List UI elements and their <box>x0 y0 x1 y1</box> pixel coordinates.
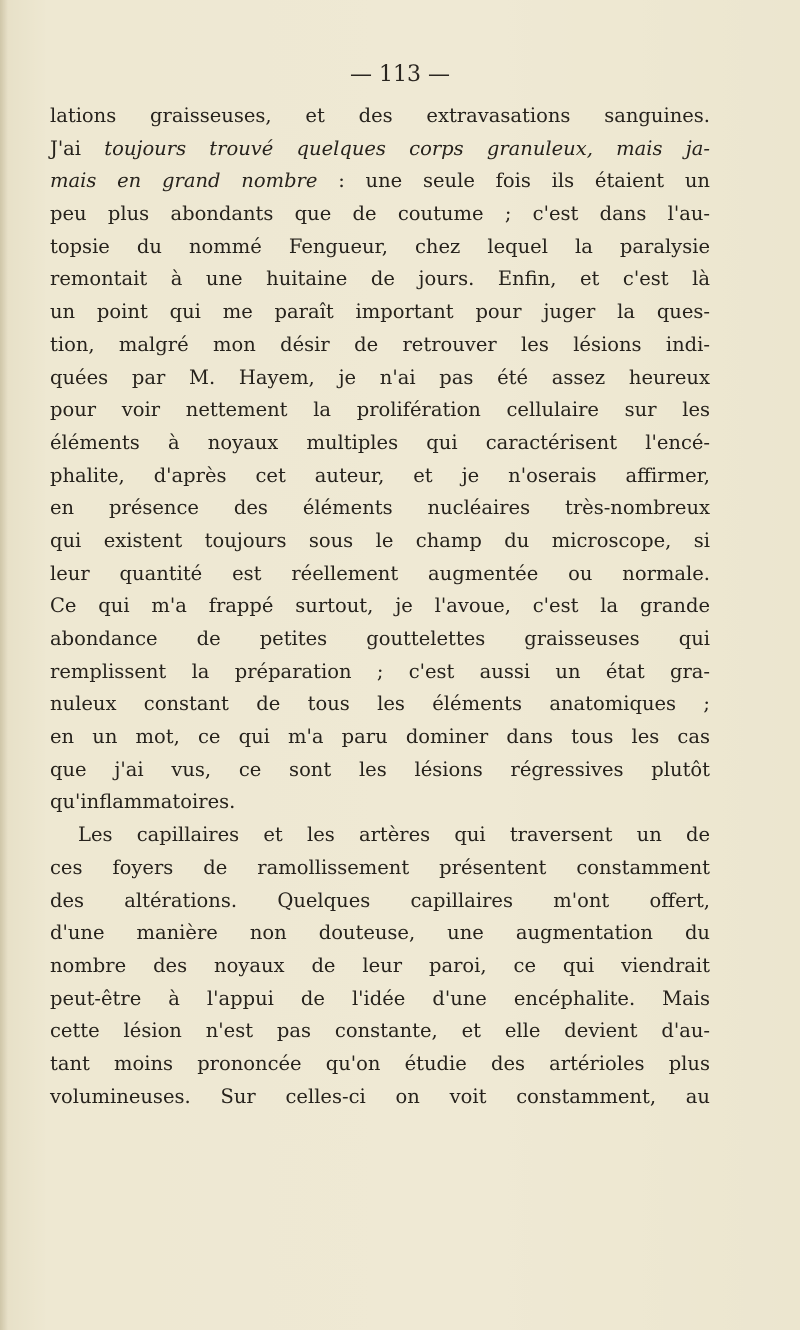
text-line <box>50 819 710 852</box>
text-segment: phalite, d'après cet auteur, et je n'oserais affirmer, <box>50 463 710 487</box>
text-line <box>50 329 710 362</box>
text-segment: topsie du nommé Fengueur, chez lequel la paralysie <box>50 234 710 258</box>
text-segment: lations graisseuses, et des extravasations sanguines. <box>50 104 710 127</box>
text-line <box>50 460 710 493</box>
text-segment: en un mot, ce qui m'a paru dominer dans tous les cas <box>50 725 710 749</box>
text-line <box>50 100 710 133</box>
text-segment: remplissent la préparation ; c'est aussi un état gra- <box>50 659 710 683</box>
text-line <box>50 590 710 623</box>
text-segment: leur quantité est réellement augmentée ou normale. <box>50 561 710 585</box>
text-line <box>50 721 710 754</box>
text-line <box>50 165 710 198</box>
text-segment: pour voir nettement la prolifération cellulaire sur les <box>50 398 710 422</box>
text-segment: Les capillaires et les artères qui traversent un de <box>78 823 710 847</box>
text-line <box>50 1048 710 1081</box>
text-line <box>50 133 710 166</box>
text-segment: peu plus abondants que de coutume ; c'est dans l'au- <box>50 202 710 226</box>
text-line <box>50 492 710 525</box>
text-segment: volumineuses. Sur celles-ci on voit constamment, au <box>50 1084 710 1108</box>
text-line <box>50 885 710 918</box>
italic-segment: mais en grand nombre <box>50 169 318 193</box>
text-segment: que j'ai vus, ce sont les lésions régressives plutôt <box>50 757 710 781</box>
text-segment: : une seule fois ils étaient un <box>317 169 710 193</box>
body-text <box>50 100 710 1113</box>
text-line <box>50 623 710 656</box>
text-segment: en présence des éléments nucléaires très-nombreux <box>50 496 710 520</box>
text-line <box>50 1015 710 1048</box>
text-line <box>50 950 710 983</box>
text-segment: ces foyers de ramollissement présentent constamment <box>50 855 710 879</box>
text-segment: Ce qui m'a frappé surtout, je l'avoue, c'est la grande <box>50 594 710 618</box>
text-segment: d'une manière non douteuse, une augmentation du <box>50 921 710 945</box>
page-spine-shadow <box>0 0 8 1330</box>
text-segment: cette lésion n'est pas constante, et elle devient d'au- <box>50 1019 710 1043</box>
text-segment: éléments à noyaux multiples qui caractérisent l'encé- <box>50 430 710 454</box>
text-segment: qu'inflammatoires. <box>50 790 236 814</box>
text-segment: abondance de petites gouttelettes graisseuses qui <box>50 627 710 650</box>
text-line <box>50 852 710 885</box>
text-segment: peut-être à l'appui de l'idée d'une encéphalite. Mais <box>50 986 710 1010</box>
text-line <box>50 754 710 787</box>
text-segment: nuleux constant de tous les éléments anatomiques ; <box>50 692 710 716</box>
text-segment: J'ai <box>50 136 105 160</box>
text-line <box>50 656 710 689</box>
text-segment: nombre des noyaux de leur paroi, ce qui viendrait <box>50 953 710 977</box>
text-line <box>50 525 710 558</box>
text-line <box>50 263 710 296</box>
text-segment: des altérations. Quelques capillaires m'ont offert, <box>50 888 710 912</box>
text-line <box>50 198 710 231</box>
text-segment: quées par M. Hayem, je n'ai pas été assez heureux <box>50 365 710 389</box>
text-segment: tion, malgré mon désir de retrouver les lésions indi- <box>50 332 710 356</box>
text-line <box>50 362 710 395</box>
page-number: — 113 — <box>350 62 450 87</box>
text-line <box>50 917 710 950</box>
text-segment: qui existent toujours sous le champ du microscope, si <box>50 528 710 552</box>
text-line <box>50 296 710 329</box>
text-line <box>50 983 710 1016</box>
text-line <box>50 427 710 460</box>
italic-segment: toujours trouvé quelques corps granuleux, mais ja- <box>104 136 710 160</box>
text-line <box>50 786 710 819</box>
text-line <box>50 1081 710 1114</box>
text-line <box>50 688 710 721</box>
text-segment: un point qui me paraît important pour juger la ques- <box>50 300 710 324</box>
text-segment: tant moins prononcée qu'on étudie des artérioles plus <box>50 1051 710 1075</box>
text-line <box>50 394 710 427</box>
text-segment: remontait à une huitaine de jours. Enfin, et c'est là <box>50 267 710 291</box>
text-line <box>50 231 710 264</box>
text-line <box>50 558 710 591</box>
